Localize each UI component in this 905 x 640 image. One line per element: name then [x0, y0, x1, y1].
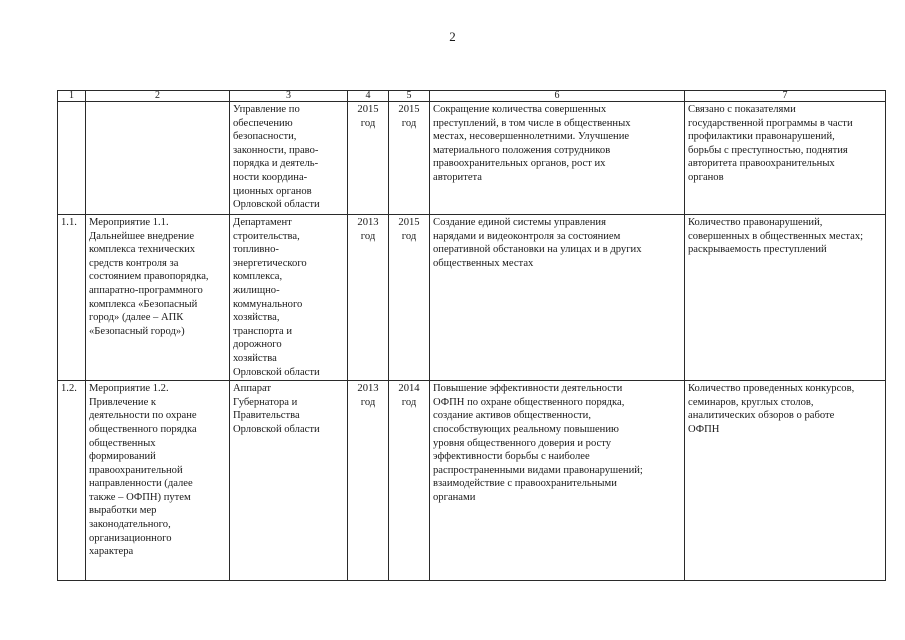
start-year-cell: 2015 год — [348, 102, 389, 215]
row-number-cell: 1.2. — [58, 381, 86, 581]
executor-cell: Департамент строительства, топливно- энергетического комплекса, жилищно- коммунального хозяйства, транспорта и дорожного хозяйства Орловской области — [230, 215, 348, 381]
end-year-cell: 2014 год — [389, 381, 430, 581]
measure-name-cell: Мероприятие 1.2. Привлечение к деятельности по охране общественного порядка общественных формирований правоохранительной направленности (далее также – ОФПН) путем выработки мер законодательного, организационного характера — [86, 381, 230, 581]
expected-result-cell: Сокращение количества совершенных преступлений, в том числе в общественных местах, несовершеннолетними. Улучшение материального положения сотрудников правоохранительных органов, рост их авторитета — [430, 102, 685, 215]
column-number: 2 — [86, 91, 230, 102]
row-number-cell — [58, 102, 86, 215]
indicator-link-cell: Количество проведенных конкурсов, семинаров, круглых столов, аналитических обзоров о работе ОФПН — [685, 381, 886, 581]
table-row — [58, 215, 886, 381]
page-number: 2 — [449, 29, 456, 44]
indicator-link-cell: Количество правонарушений, совершенных в общественных местах; раскрываемость преступлений — [685, 215, 886, 381]
column-number-row — [58, 91, 886, 102]
measure-name-cell: Мероприятие 1.1. Дальнейшее внедрение комплекса технических средств контроля за состоянием правопорядка, аппаратно-программного комплекса «Безопасный город» (далее – АПК «Безопасный город») — [86, 215, 230, 381]
expected-result-cell: Создание единой системы управления нарядами и видеоконтроля за состоянием оперативной обстановки на улицах и в других общественных местах — [430, 215, 685, 381]
expected-result-cell: Повышение эффективности деятельности ОФПН по охране общественного порядка, создание активов общественности, способствующих реальному повышению уровня общественного доверия и росту эффективности борьбы с наиболее распространенными видами правонарушений; взаимодействие с правоохранительными органами — [430, 381, 685, 581]
table-row — [58, 381, 886, 581]
measures-table — [57, 90, 886, 581]
end-year-cell: 2015 год — [389, 215, 430, 381]
end-year-cell: 2015 год — [389, 102, 430, 215]
table-row — [58, 102, 886, 215]
row-number-cell: 1.1. — [58, 215, 86, 381]
column-number: 5 — [389, 91, 430, 102]
column-number: 3 — [230, 91, 348, 102]
start-year-cell: 2013 год — [348, 215, 389, 381]
executor-cell: Аппарат Губернатора и Правительства Орловской области — [230, 381, 348, 581]
executor-cell: Управление по обеспечению безопасности, законности, право- порядка и деятель- ности координа- ционных органов Орловской области — [230, 102, 348, 215]
start-year-cell: 2013 год — [348, 381, 389, 581]
column-number: 6 — [430, 91, 685, 102]
indicator-link-cell: Связано с показателями государственной программы в части профилактики правонарушений, борьбы с преступностью, поднятия авторитета правоохранительных органов — [685, 102, 886, 215]
column-number: 1 — [58, 91, 86, 102]
column-number: 7 — [685, 91, 886, 102]
measure-name-cell — [86, 102, 230, 215]
column-number: 4 — [348, 91, 389, 102]
